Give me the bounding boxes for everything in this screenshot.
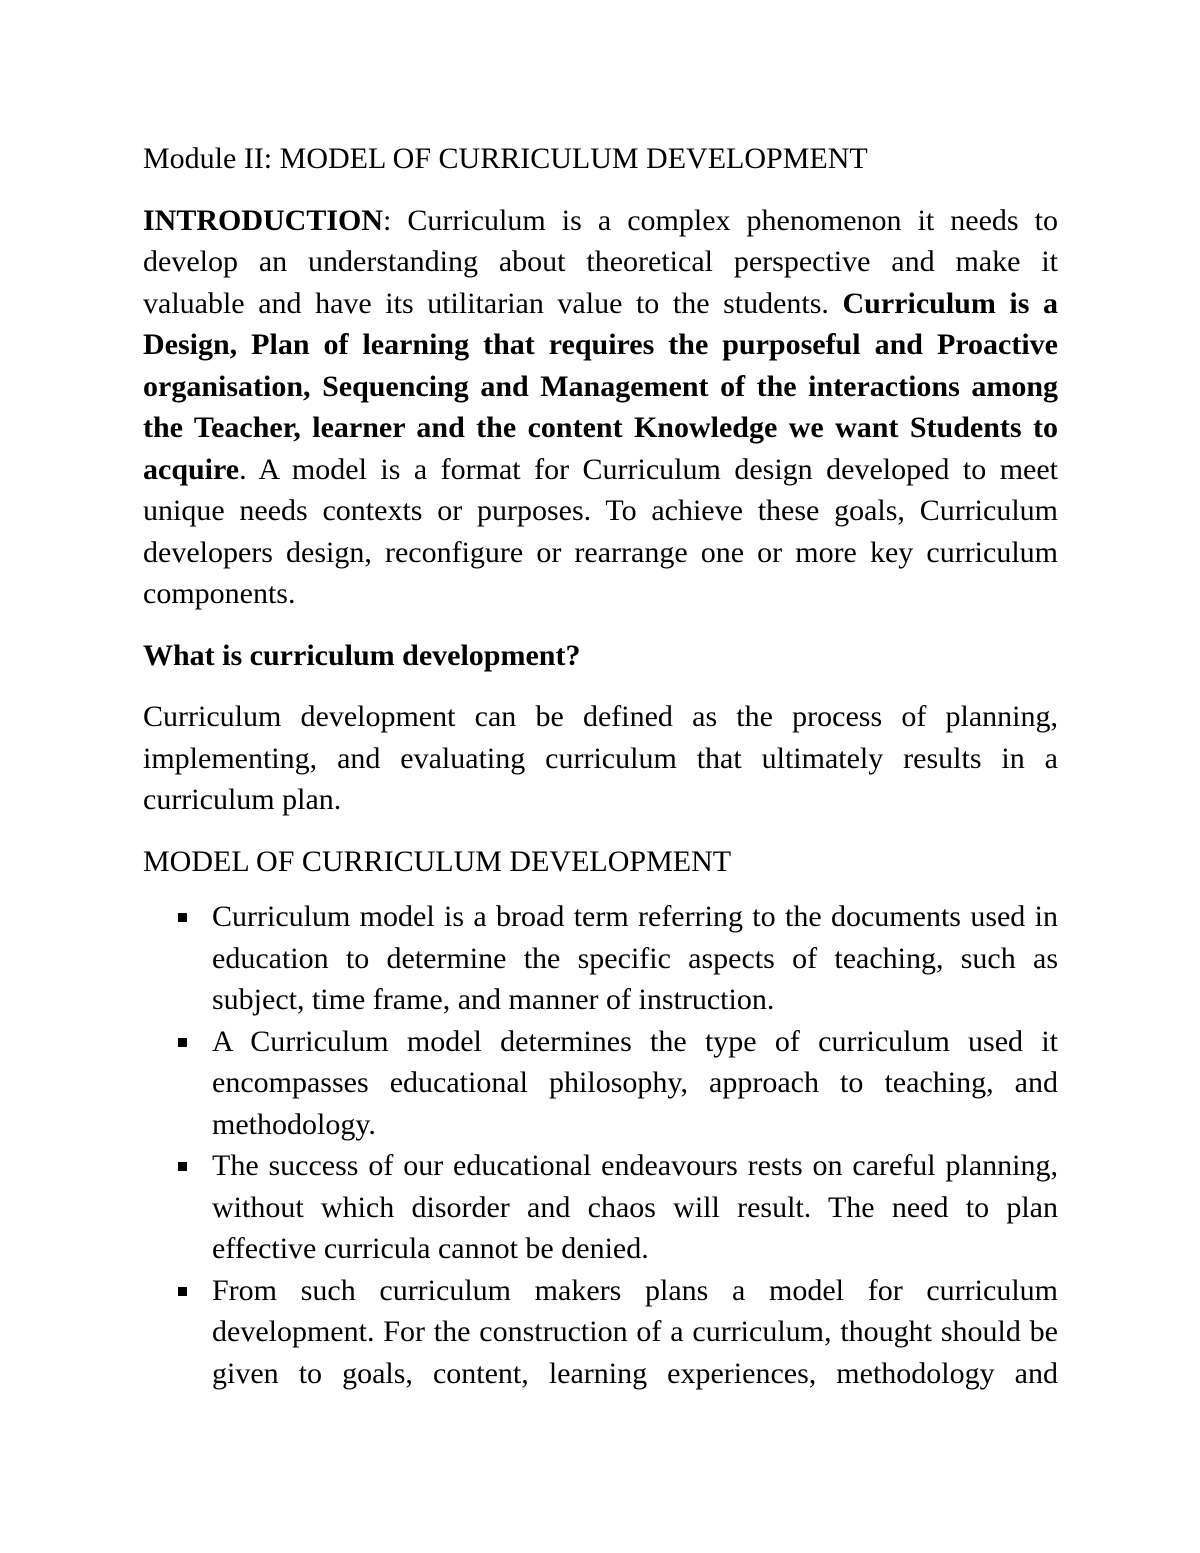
square-bullet-icon <box>178 1287 187 1296</box>
square-bullet-icon <box>178 913 187 922</box>
intro-label: INTRODUCTION <box>143 203 384 237</box>
square-bullet-icon <box>178 1162 187 1171</box>
list-item-text: The success of our educational endeavours rests on careful planning, without which disorder and chaos will result. The need to plan effective curricula cannot be denied. <box>212 1149 1058 1265</box>
intro-text-1: : Curriculum is a complex phenomenon it needs to develop an understanding about theoretical perspective and make it valuable and have its utilitarian value to the students. <box>143 203 1058 320</box>
intro-paragraph <box>143 200 1058 615</box>
list-item <box>143 1270 1058 1395</box>
question-heading: What is curriculum development? <box>143 638 581 672</box>
intro-bold-definition: Curriculum is a Design, Plan of learning that requires the purposeful and Proactive organisation, Sequencing and Management of the interactions among the Teacher, learner and the content Knowledge we want Students to acquire <box>143 286 1059 486</box>
list-item-text: A Curriculum model determines the type of curriculum used it encompasses educational philosophy, approach to teaching, and methodology. <box>212 1024 1058 1141</box>
list-item-text: From such curriculum makers plans a model for curriculum development. For the construction of a curriculum, thought should be given to goals, content, learning experiences, methodology and <box>212 1273 1058 1390</box>
module-title: Module II: MODEL OF CURRICULUM DEVELOPMENT <box>143 142 868 175</box>
list-item <box>143 896 1058 1021</box>
model-heading: MODEL OF CURRICULUM DEVELOPMENT <box>143 844 732 878</box>
definition-paragraph: Curriculum development can be defined as the process of planning, implementing, and evaluating curriculum that ultimately results in a curriculum plan. <box>143 700 1058 816</box>
list-item <box>143 1145 1058 1270</box>
document-page <box>143 138 1058 1394</box>
list-item-text: Curriculum model is a broad term referring to the documents used in education to determine the specific aspects of teaching, such as subject, time frame, and manner of instruction. <box>212 900 1058 1016</box>
bullet-list <box>143 896 1058 1394</box>
intro-text-2: . A model is a format for Curriculum design developed to meet unique needs contexts or purposes. To achieve these goals, Curriculum developers design, reconfigure or rearrange one or more key curriculum components. <box>143 452 1058 610</box>
list-item <box>143 1021 1058 1146</box>
square-bullet-icon <box>178 1038 187 1047</box>
